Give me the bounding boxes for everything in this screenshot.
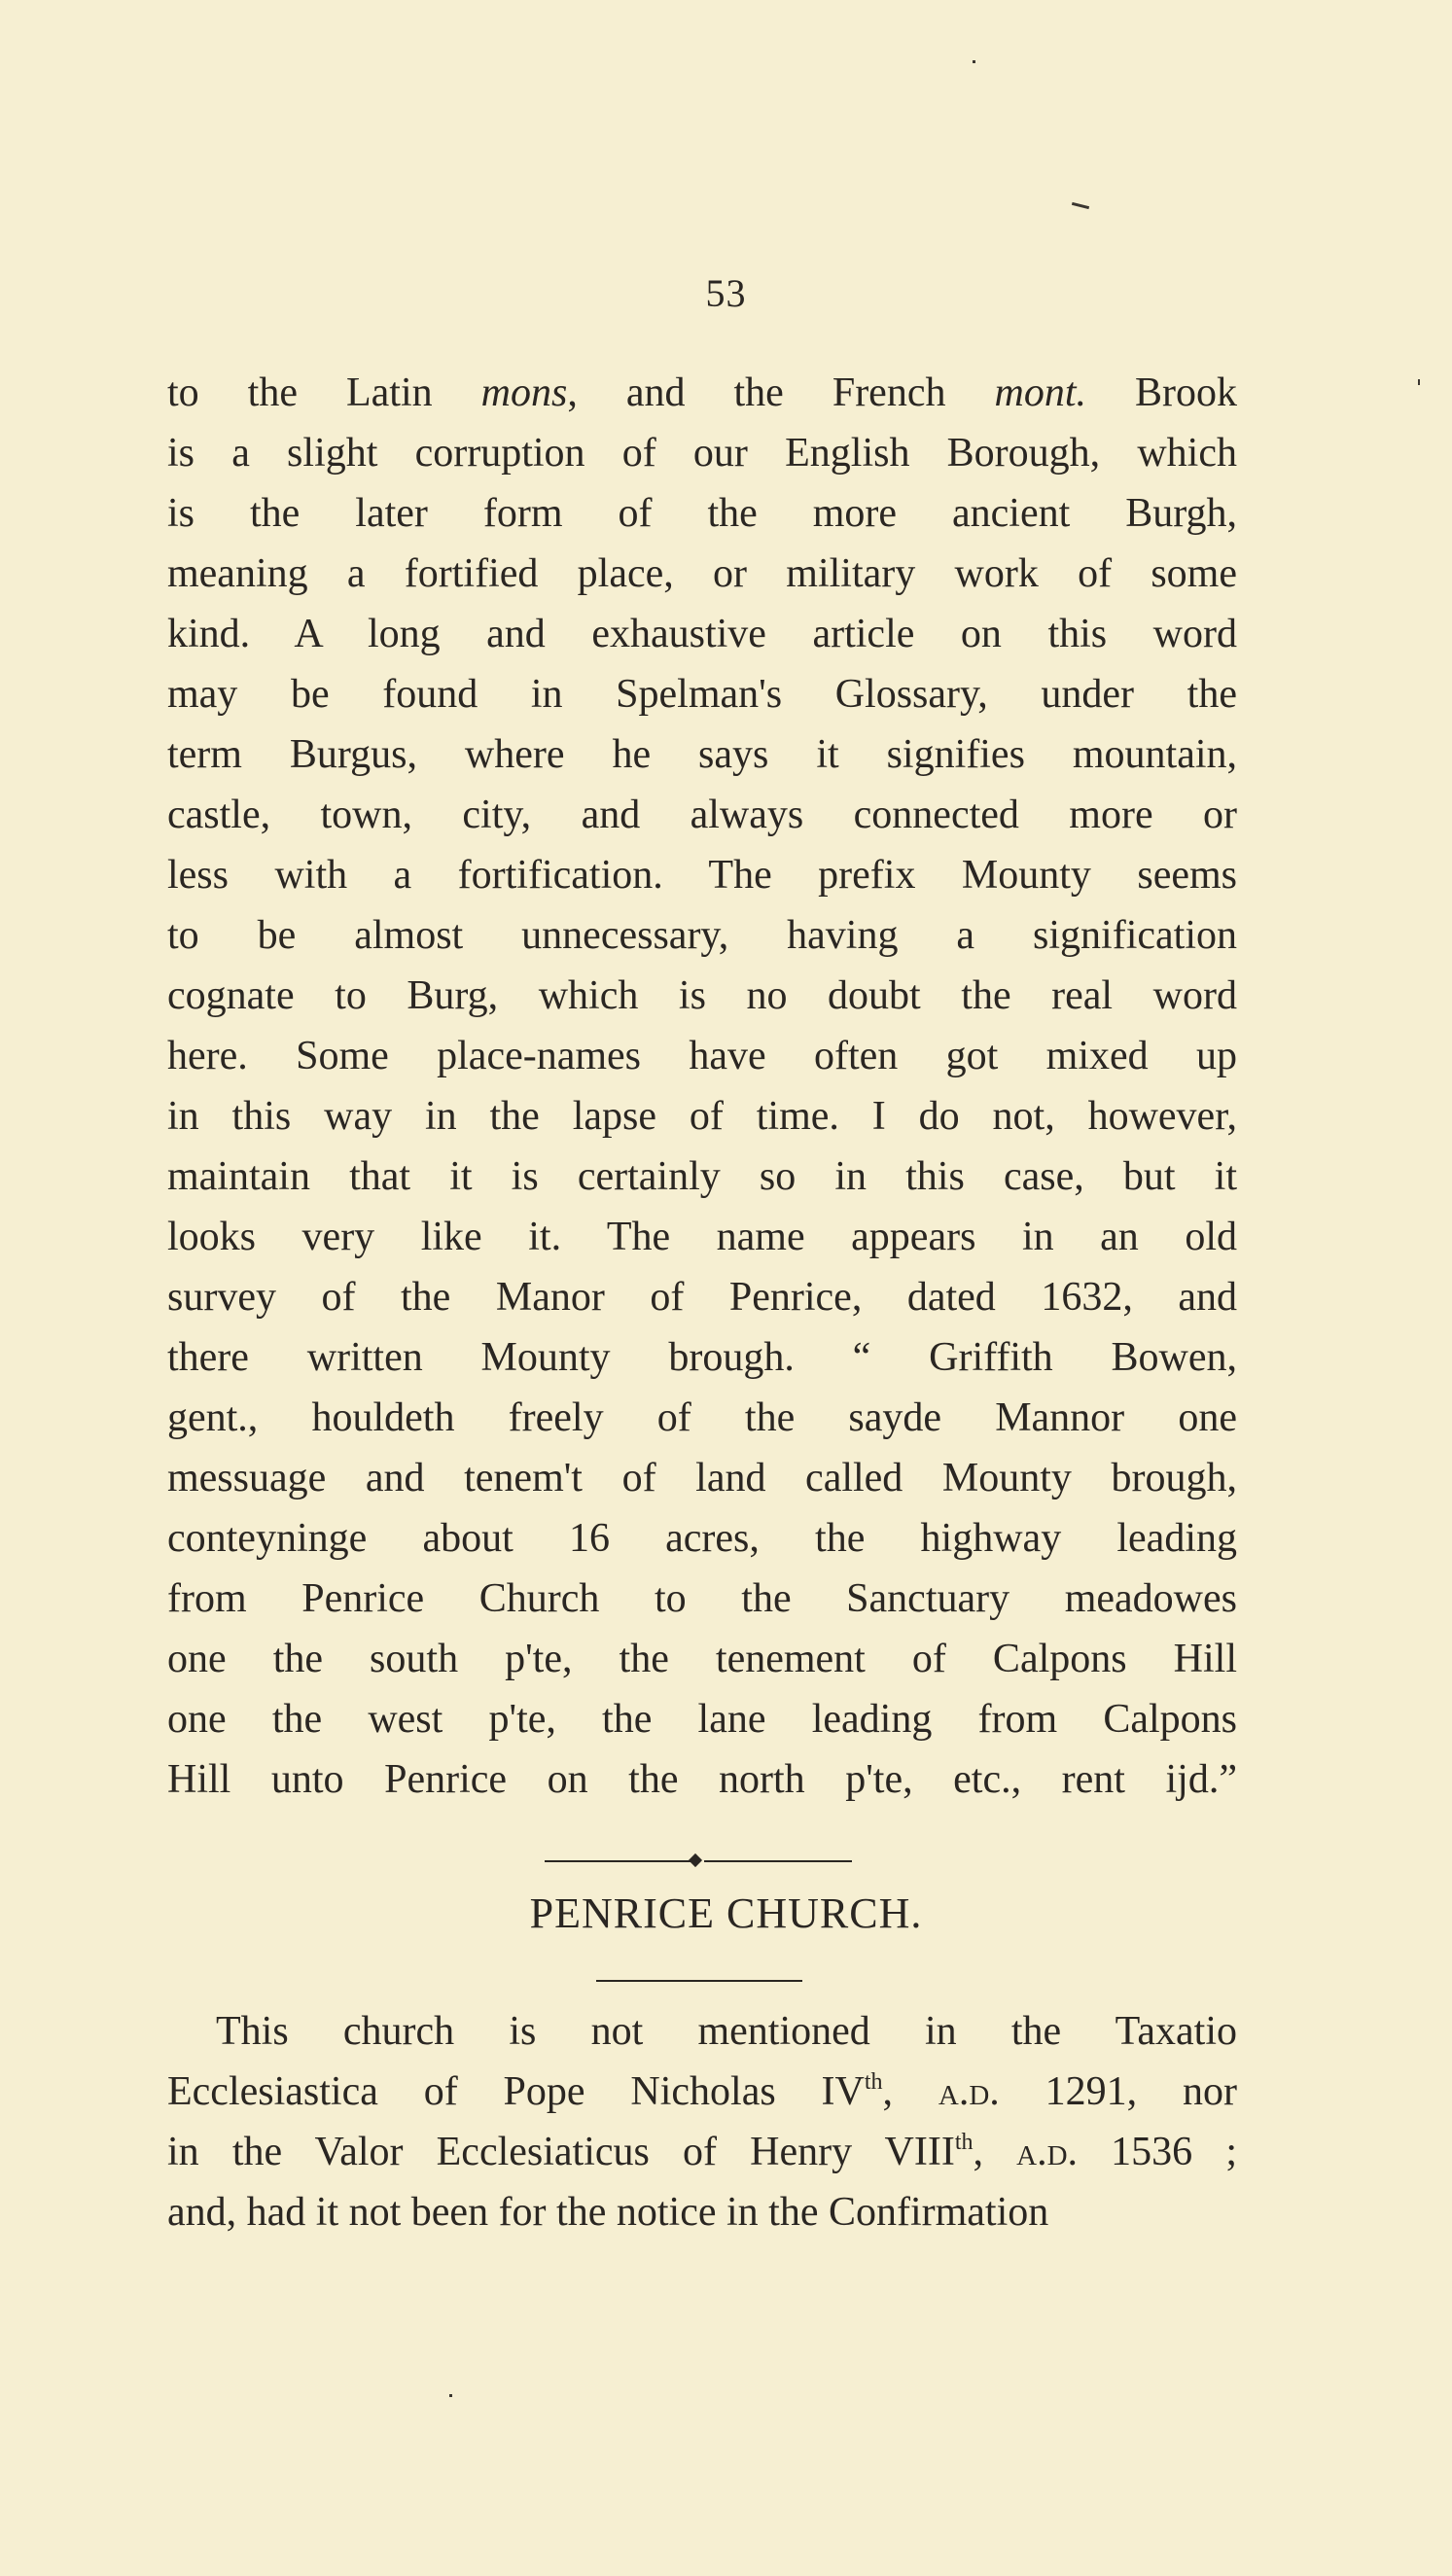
italic-word: mons: [480, 371, 568, 415]
text-line: may be found in Spelman's Glossary, under the: [167, 672, 1237, 717]
text-line: less with a fortification. The prefix Mounty seems: [167, 853, 1237, 898]
text-line: looks very like it. The name appears in an old: [167, 1215, 1237, 1259]
text-line: to the Latin mons, and the French mont. Brook: [167, 371, 1237, 415]
text-line: is the later form of the more ancient Burgh,: [167, 491, 1237, 536]
superscript: th: [864, 2069, 883, 2095]
page-number: 53: [705, 271, 747, 315]
text-line: from Penrice Church to the Sanctuary meadowes: [167, 1576, 1237, 1621]
text-line: maintain that it is certainly so in this case, but it: [167, 1154, 1237, 1199]
divider-rule-right: [704, 1860, 852, 1862]
paper-speck: [973, 60, 975, 63]
text-line: gent., houldeth freely of the sayde Mannor one: [167, 1395, 1237, 1440]
text-line: cognate to Burg, which is no doubt the real word: [167, 973, 1237, 1018]
paper-speck: [1418, 379, 1420, 385]
heading-underline-rule: [596, 1980, 802, 1982]
text-line: one the south p'te, the tenement of Calpons Hill: [167, 1637, 1237, 1681]
text-line: conteyninge about 16 acres, the highway leading: [167, 1516, 1237, 1561]
text-line: castle, town, city, and always connected more or: [167, 793, 1237, 837]
divider-rule-left: [545, 1860, 691, 1862]
small-caps-era: a.d.: [938, 2069, 1000, 2114]
text-line: in this way in the lapse of time. I do not, however,: [167, 1094, 1237, 1139]
italic-word: mont.: [994, 371, 1086, 415]
text-line: meaning a fortified place, or military work of some: [167, 551, 1237, 596]
text-line: one the west p'te, the lane leading from Calpons: [167, 1697, 1237, 1742]
paper-speck: [449, 2394, 452, 2397]
text-line: messuage and tenem't of land called Mounty brough,: [167, 1456, 1237, 1500]
text-line: Ecclesiastica of Pope Nicholas IVth, a.d. 1291, nor: [167, 2069, 1237, 2114]
text-line: there written Mounty brough. “ Griffith Bowen,: [167, 1335, 1237, 1380]
text-line: survey of the Manor of Penrice, dated 1632, and: [167, 1275, 1237, 1320]
text-line: in the Valor Ecclesiaticus of Henry VIIIth, a.d. 1536 ;: [167, 2130, 1238, 2174]
paper-speck: [1072, 202, 1089, 209]
text-line: is a slight corruption of our English Borough, which: [167, 431, 1237, 476]
diamond-ornament-icon: [689, 1853, 702, 1867]
text-line: kind. A long and exhaustive article on this word: [167, 612, 1237, 656]
section-heading: PENRICE CHURCH.: [529, 1889, 923, 1937]
text-line: and, had it not been for the notice in the Confirmation: [167, 2190, 1049, 2235]
section-divider-ornament: [545, 1854, 852, 1868]
superscript: th: [954, 2130, 974, 2155]
text-line: This church is not mentioned in the Taxatio: [216, 2009, 1237, 2054]
small-caps-era: a.d.: [1016, 2130, 1079, 2174]
text-line: Hill unto Penrice on the north p'te, etc., rent ijd.”: [167, 1757, 1237, 1802]
text-line: term Burgus, where he says it signifies mountain,: [167, 732, 1237, 777]
text-line: to be almost unnecessary, having a signification: [167, 913, 1237, 958]
text-line: here. Some place-names have often got mixed up: [167, 1034, 1237, 1078]
